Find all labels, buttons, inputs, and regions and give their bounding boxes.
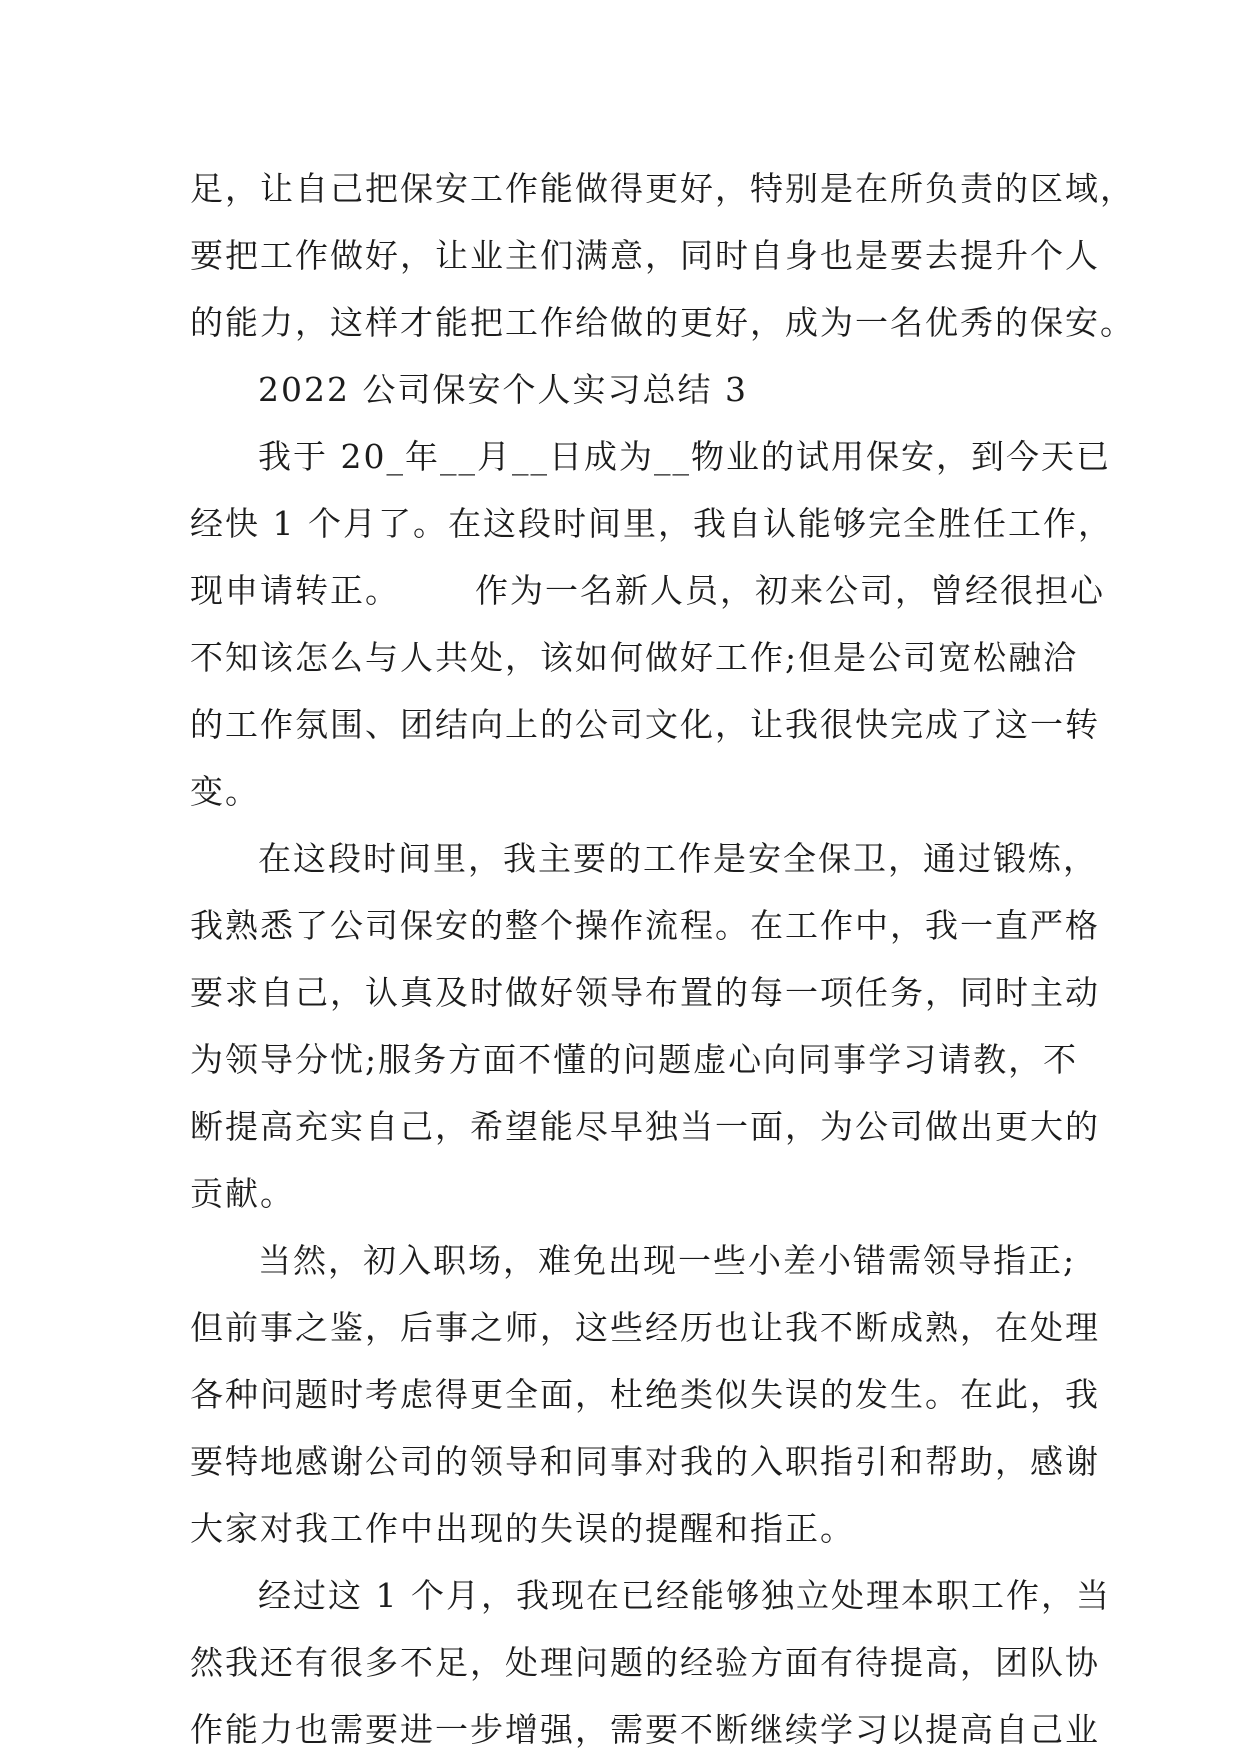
text-line: 的能力，这样才能把工作给做的更好，成为一名优秀的保安。	[190, 303, 1135, 342]
text-line: 在这段时间里，我主要的工作是安全保卫，通过锻炼，	[258, 839, 1098, 878]
text-line: 然我还有很多不足，处理问题的经验方面有待提高，团队协	[190, 1643, 1100, 1682]
text-line: 足，让自己把保安工作能做得更好，特别是在所负责的区域，	[190, 169, 1135, 208]
text-line: 经快 1 个月了。在这段时间里，我自认能够完全胜任工作，	[190, 504, 1113, 543]
text-line: 经过这 1 个月，我现在已经能够独立处理本职工作，当	[258, 1576, 1111, 1615]
text-line: 现申请转正。 作为一名新人员，初来公司，曾经很担心	[190, 571, 1105, 610]
text-line: 贡献。	[190, 1174, 295, 1213]
text-line: 要求自己，认真及时做好领导布置的每一项任务，同时主动	[190, 973, 1100, 1012]
text-line: 我于 20_年__月__日成为__物业的试用保安，到今天已	[258, 437, 1111, 476]
text-line: 但前事之鉴，后事之师，这些经历也让我不断成熟，在处理	[190, 1308, 1100, 1347]
text-line: 大家对我工作中出现的失误的提醒和指正。	[190, 1509, 855, 1548]
text-line: 要把工作做好，让业主们满意，同时自身也是要去提升个人	[190, 236, 1100, 275]
text-line: 为领导分忧;服务方面不懂的问题虚心向同事学习请教，不	[190, 1040, 1079, 1079]
text-line: 作能力也需要进一步增强，需要不断继续学习以提高自己业	[190, 1710, 1100, 1749]
text-line: 各种问题时考虑得更全面，杜绝类似失误的发生。在此，我	[190, 1375, 1100, 1414]
text-line: 我熟悉了公司保安的整个操作流程。在工作中，我一直严格	[190, 906, 1100, 945]
text-line: 断提高充实自己，希望能尽早独当一面，为公司做出更大的	[190, 1107, 1100, 1146]
text-line: 不知该怎么与人共处，该如何做好工作;但是公司宽松融洽	[190, 638, 1079, 677]
document-body	[190, 155, 1135, 1763]
section-heading: 2022 公司保安个人实习总结 3	[258, 370, 748, 409]
text-line: 的工作氛围、团结向上的公司文化，让我很快完成了这一转	[190, 705, 1100, 744]
text-line: 变。	[190, 772, 260, 811]
text-line: 当然，初入职场，难免出现一些小差小错需领导指正;	[258, 1241, 1077, 1280]
text-line: 要特地感谢公司的领导和同事对我的入职指引和帮助，感谢	[190, 1442, 1100, 1481]
